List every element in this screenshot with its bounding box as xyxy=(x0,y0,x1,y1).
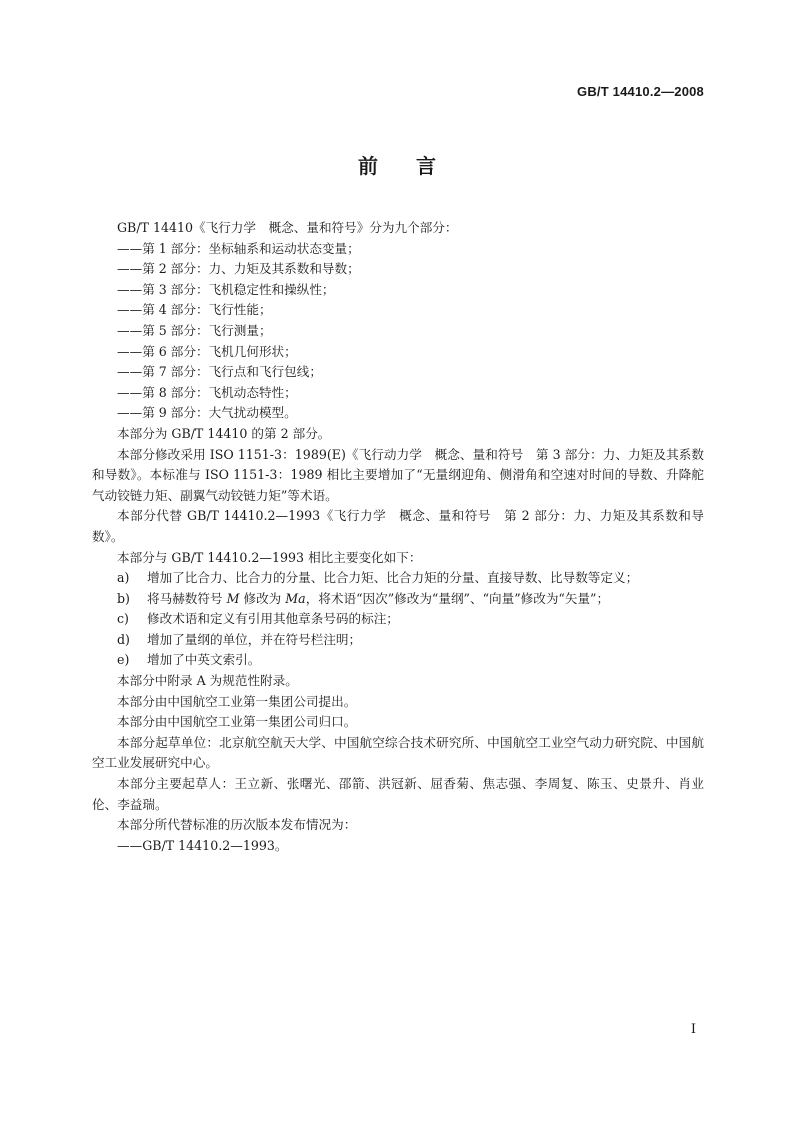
drafters-paragraph: 本部分主要起草人：王立新、张曙光、邵箭、洪冠新、屈香菊、焦志强、李周复、陈玉、史景升、肖业伦、李益瑞。 xyxy=(92,776,704,812)
change-item-c xyxy=(92,609,704,630)
change-item-b xyxy=(92,589,704,610)
part-list-item: ——第 7 部分：飞行点和飞行包线； xyxy=(117,364,322,380)
part-list-item: ——第 3 部分：飞机稳定性和操纵性； xyxy=(117,281,335,297)
part-list-item: ——第 2 部分：力、力矩及其系数和导数； xyxy=(117,261,360,277)
part-list-item: ——第 9 部分：大气扰动模型。 xyxy=(117,405,297,421)
change-item-label: c) xyxy=(117,611,129,627)
mach-symbol-old: M xyxy=(226,590,240,606)
drafting-units-paragraph: 本部分起草单位：北京航空航天大学、中国航空综合技术研究所、中国航空工业空气动力研究院、中国航空工业发展研究中心。 xyxy=(92,734,704,771)
administered-by-paragraph: 本部分由中国航空工业第一集团公司归口。 xyxy=(117,714,357,730)
page-title: 前言 xyxy=(358,154,474,178)
change-item-a xyxy=(92,568,704,589)
change-item-e xyxy=(92,650,704,671)
change-item-text: 修改术语和定义有引用其他章条号码的标注； xyxy=(147,611,399,627)
this-part-paragraph: 本部分为 GB/T 14410 的第 2 部分。 xyxy=(117,425,331,441)
mach-symbol-new: Ma xyxy=(285,590,306,606)
intro-paragraph: GB/T 14410《飞行力学 概念、量和符号》分为九个部分： xyxy=(117,220,458,235)
foreword-content xyxy=(92,218,704,856)
part-list-item: ——第 6 部分：飞机几何形状； xyxy=(117,343,297,359)
proposed-by-paragraph: 本部分由中国航空工业第一集团公司提出。 xyxy=(117,693,357,709)
change-item-d xyxy=(92,630,704,651)
adoption-paragraph: 本部分修改采用 ISO 1151-3：1989(E)《飞行动力学 概念、量和符号 第 3 部分：力、力矩及其系数和导数》。本标准与 ISO 1151-3：1989 相比主要增加了“无量纲迎角、侧滑角和空速对时间的导数、升降舵气动铰链力矩、副翼气动铰链力矩”等术语。 xyxy=(92,446,704,503)
standard-code: GB/T 14410.2—2008 xyxy=(577,84,704,99)
change-item-text: ，将术语“因次”修改为“量纲”、“向量”修改为“矢量”； xyxy=(305,590,610,606)
part-list-item: ——第 5 部分：飞行测量； xyxy=(117,322,272,338)
change-item-label: e) xyxy=(117,652,130,668)
annex-paragraph: 本部分中附录 A 为规范性附录。 xyxy=(117,673,298,689)
change-item-label: d) xyxy=(117,631,130,647)
replaces-paragraph: 本部分代替 GB/T 14410.2—1993《飞行力学 概念、量和符号 第 2 部分：力、力矩及其系数和导数》。 xyxy=(92,508,704,544)
change-item-text: 增加了中英文索引。 xyxy=(147,652,261,668)
part-list-item: ——第 4 部分：飞行性能； xyxy=(117,302,272,318)
part-list-item: ——第 1 部分：坐标轴系和运动状态变量； xyxy=(117,240,360,256)
part-list-item: ——第 8 部分：飞机动态特性； xyxy=(117,384,297,400)
history-list-item: ——GB/T 14410.2—1993。 xyxy=(117,837,288,853)
page-number: I xyxy=(690,1022,696,1037)
change-item-text: 修改为 xyxy=(239,590,286,606)
change-item-label: a) xyxy=(117,570,130,586)
changes-intro-paragraph: 本部分与 GB/T 14410.2—1993 相比主要变化如下： xyxy=(117,549,422,565)
change-item-label: b) xyxy=(117,590,130,606)
history-intro-paragraph: 本部分所代替标准的历次版本发布情况为： xyxy=(117,817,357,833)
change-item-text: 将马赫数符号 xyxy=(147,590,227,606)
change-item-text: 增加了量纲的单位，并在符号栏注明； xyxy=(147,631,362,647)
change-item-text: 增加了比合力、比合力的分量、比合力矩、比合力矩的分量、直接导数、比导数等定义； xyxy=(147,570,639,586)
